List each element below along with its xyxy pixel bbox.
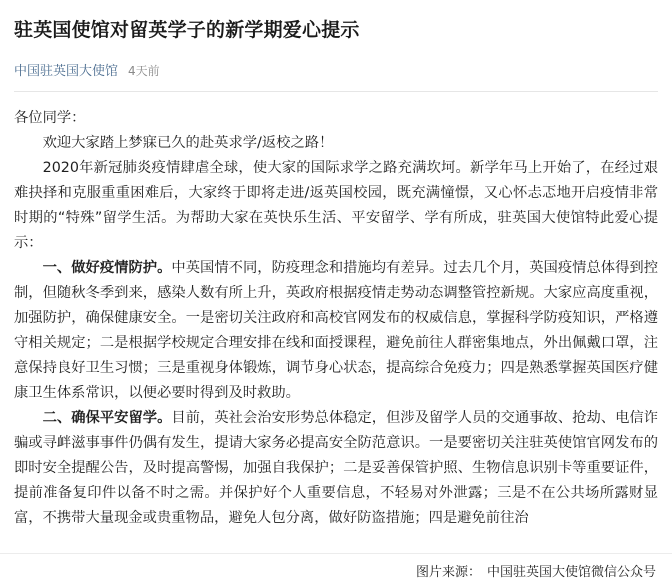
paragraph-salutation: 各位同学： (14, 110, 86, 126)
image-source-label: 图片来源： (415, 565, 481, 580)
paragraph-intro: 2020年新冠肺炎疫情肆虐全球，使大家的国际求学之路充满坎坷。新学年马上开始了，在经过艰难抉择和克服重重困难后，大家终于即将走进/返英国校园，既充满憧憬，又心怀忐忑地开启疫情非常时期的“特殊”留学生活。为帮助大家在英快乐生活、平安留学、学有所成，驻英国大使馆特此爱心提示： (14, 160, 658, 251)
header-divider (14, 91, 658, 92)
paragraph-section-one (14, 256, 658, 406)
section-two-text: 目前，英社会治安形势总体稳定，但涉及留学人员的交通事故、抢劫、电信诈骗或寻衅滋事事件仍偶有发生，提请大家务必提高安全防范意识。一是要密切关注驻英使馆官网发布的即时安全提醒公告，及时提高警惕，加强自我保护；二是妥善保管护照、生物信息识别卡等重要证件，提前准备复印件以备不时之需。并保护好个人重要信息，不轻易对外泄露；三是不在公共场所露财显富，不携带大量现金或贵重物品，避免人包分离，做好防盗措施；四是避免前往治 (14, 410, 658, 526)
article-source[interactable]: 中国驻英国大使馆 (14, 64, 119, 79)
section-one-text: 中英国情不同，防疫理念和措施均有差异。过去几个月，英国疫情总体得到控制，但随秋冬季到来，感染人数有所上升，英政府根据疫情走势动态调整管控新规。大家应高度重视，加强防护，确保健康安全。一是密切关注政府和高校官网发布的权威信息，掌握科学防疫知识，严格遵守相关规定；二是根据学校规定合理安排在线和面授课程，避免前往人群密集地点，外出佩戴口罩，注意保持良好卫生习惯；三是重视身体锻炼，调节身心状态，提高综合免疫力；四是熟悉掌握英国医疗健康卫生体系常识，以便必要时得到及时救助。 (14, 260, 658, 401)
image-source-value: 中国驻英国大使馆微信公众号 (486, 565, 656, 580)
article-meta (14, 60, 658, 79)
paragraph-welcome: 欢迎大家踏上梦寐已久的赴英求学/返校之路！ (42, 135, 334, 151)
image-source-note (0, 553, 672, 587)
paragraph-section-two (14, 406, 658, 531)
section-two-heading: 二、确保平安留学。 (42, 410, 172, 426)
page-title: 驻英国使馆对留英学子的新学期爱心提示 (14, 19, 360, 41)
section-one-heading: 一、做好疫情防护。 (42, 260, 172, 276)
article-body (14, 106, 658, 531)
article-timestamp: 4天前 (128, 64, 160, 78)
